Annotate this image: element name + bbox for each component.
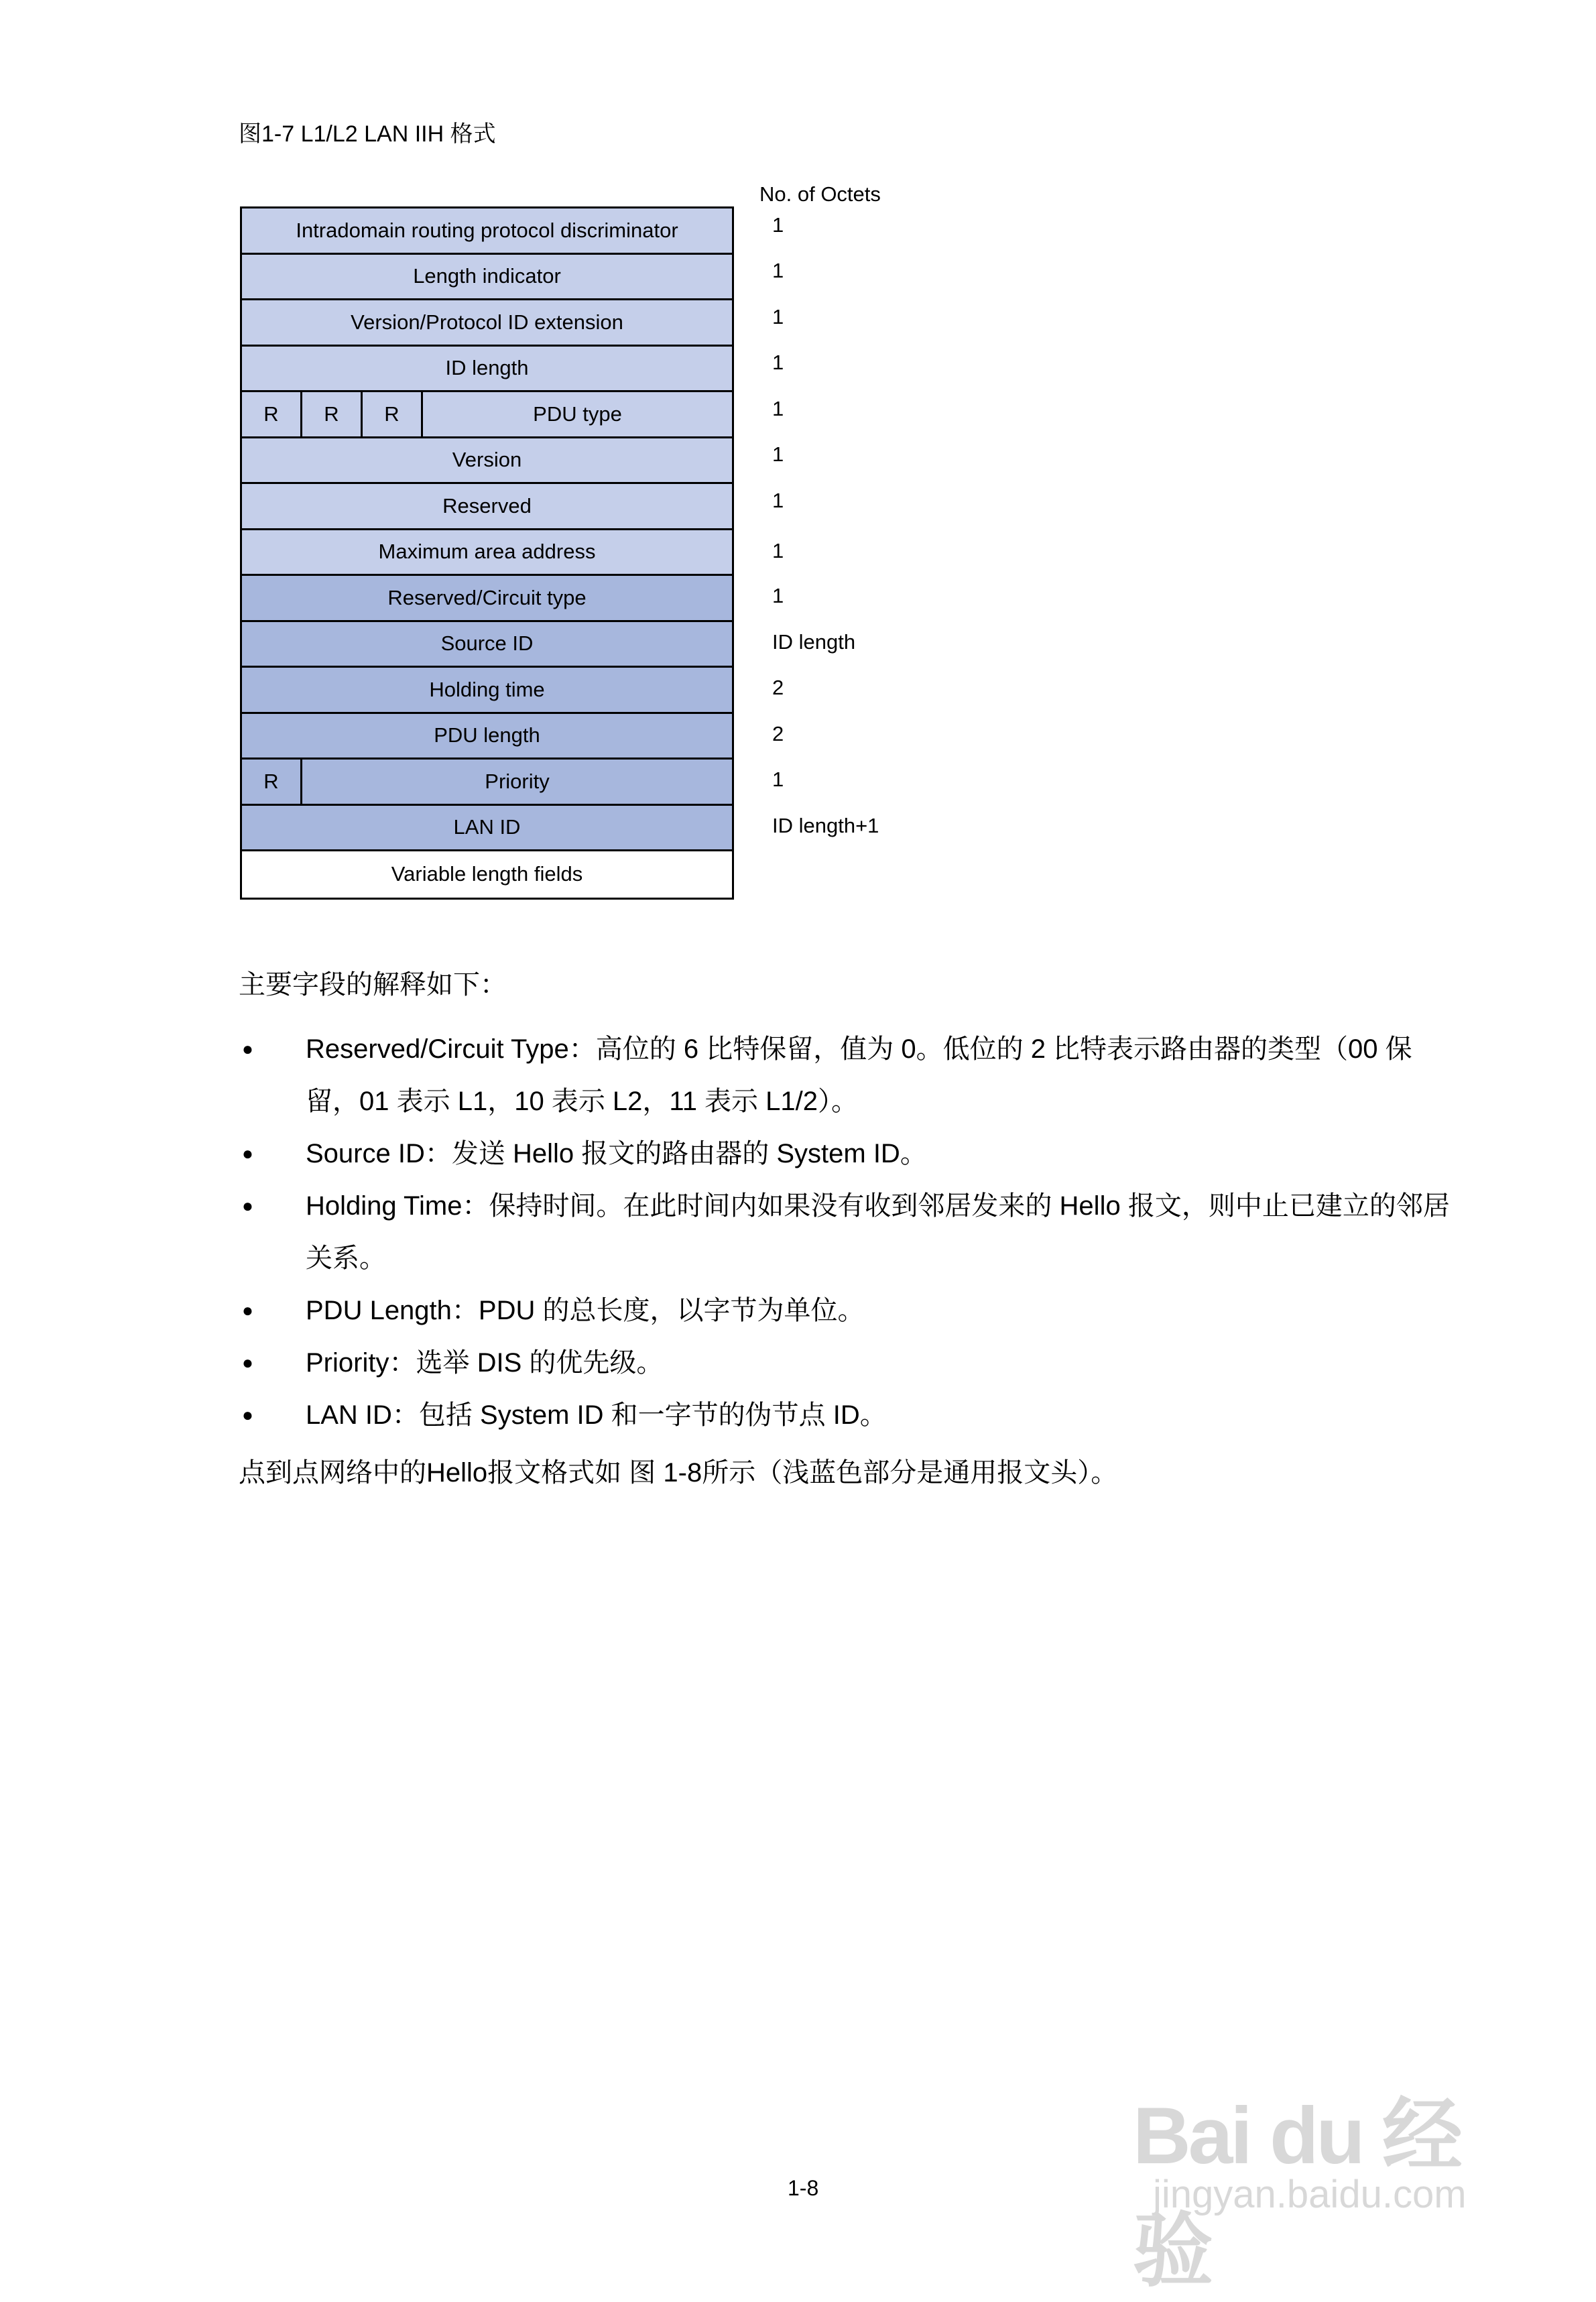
reserved-bit: R — [363, 392, 423, 436]
field-label: Length indicator — [413, 264, 561, 288]
bullet-icon: ● — [242, 1404, 253, 1425]
field-label: PDU length — [434, 723, 540, 747]
field-row — [242, 576, 732, 622]
field-description-list — [239, 1023, 1459, 1441]
field-row — [242, 438, 732, 485]
field-label: Variable length fields — [391, 862, 583, 886]
field-row — [242, 760, 732, 806]
list-item — [239, 1023, 1459, 1128]
watermark-url: jingyan.baidu.com — [1153, 2173, 1467, 2216]
pdu-format-diagram — [240, 206, 734, 900]
field-row — [242, 484, 732, 530]
closing-paragraph: 点到点网络中的Hello报文格式如 图 1-8所示（浅蓝色部分是通用报文头）。 — [239, 1458, 1118, 1488]
list-item-text: PDU Length：PDU 的总长度，以字节为单位。 — [306, 1296, 865, 1325]
list-item-text: LAN ID：包括 System ID 和一字节的伪节点 ID。 — [306, 1400, 887, 1430]
field-label: Holding time — [429, 677, 545, 701]
reserved-bit: R — [242, 392, 302, 436]
field-label: Reserved — [442, 493, 532, 518]
list-item — [239, 1128, 1459, 1180]
field-label: LAN ID — [453, 815, 521, 839]
octets-column-header: No. of Octets — [759, 182, 881, 206]
field-row — [242, 392, 732, 438]
octet-count: 1 — [772, 397, 784, 420]
field-label: Priority — [485, 769, 550, 793]
figure-caption: 图1-7 L1/L2 LAN IIH 格式 — [239, 121, 496, 147]
octet-count: 1 — [772, 351, 784, 374]
bullet-icon: ● — [242, 1143, 253, 1164]
field-label: Intradomain routing protocol discriminator — [296, 218, 678, 242]
bullet-icon: ● — [242, 1300, 253, 1321]
field-row — [242, 668, 732, 714]
octet-count: 2 — [772, 676, 784, 699]
octet-count: 1 — [772, 442, 784, 466]
field-label: Version — [452, 448, 522, 472]
field-label: Source ID — [440, 631, 534, 656]
intro-paragraph: 主要字段的解释如下： — [239, 970, 507, 999]
reserved-bit: R — [302, 392, 363, 436]
octet-count: 2 — [772, 722, 784, 745]
field-row — [242, 851, 732, 898]
watermark-logo: Bai du 经验 — [1133, 2091, 1461, 2296]
field-row — [242, 806, 732, 852]
list-item — [239, 1180, 1459, 1284]
list-item — [239, 1389, 1459, 1441]
field-label: Version/Protocol ID extension — [351, 310, 623, 334]
list-item-text: Source ID：发送 Hello 报文的路由器的 System ID。 — [306, 1139, 927, 1168]
octet-count: 1 — [772, 489, 784, 512]
list-item — [239, 1337, 1459, 1389]
field-row — [242, 622, 732, 668]
reserved-bit: R — [242, 760, 302, 804]
field-row — [242, 530, 732, 577]
octet-count: 1 — [772, 539, 784, 562]
field-label: Maximum area address — [378, 540, 596, 564]
page-number: 1-8 — [788, 2176, 819, 2200]
field-label: Reserved/Circuit type — [387, 585, 587, 609]
field-row — [242, 255, 732, 301]
bullet-icon: ● — [242, 1352, 253, 1373]
octet-count: ID length+1 — [772, 814, 879, 837]
octet-count: 1 — [772, 768, 784, 791]
bullet-icon: ● — [242, 1195, 253, 1216]
list-item-text: Priority：选举 DIS 的优先级。 — [306, 1348, 664, 1378]
octet-count: 1 — [772, 259, 784, 282]
field-row — [242, 300, 732, 347]
field-label: PDU type — [533, 402, 622, 426]
octet-count: ID length — [772, 630, 856, 654]
octet-count: 1 — [772, 584, 784, 607]
list-item — [239, 1284, 1459, 1337]
list-item-text: Reserved/Circuit Type：高位的 6 比特保留，值为 0。低位的 2 比特表示路由器的类型（00 保留，01 表示 L1，10 表示 L2，11 表示 L1/2）。 — [306, 1034, 1412, 1116]
field-row — [242, 714, 732, 760]
field-row — [242, 347, 732, 393]
field-row — [242, 208, 732, 255]
octet-count: 1 — [772, 305, 784, 328]
list-item-text: Holding Time：保持时间。在此时间内如果没有收到邻居发来的 Hello 报文，则中止已建立的邻居关系。 — [306, 1191, 1450, 1273]
bullet-icon: ● — [242, 1038, 253, 1059]
field-label: ID length — [445, 356, 529, 380]
baidu-watermark — [1133, 2031, 1535, 2296]
octet-count: 1 — [772, 213, 784, 237]
